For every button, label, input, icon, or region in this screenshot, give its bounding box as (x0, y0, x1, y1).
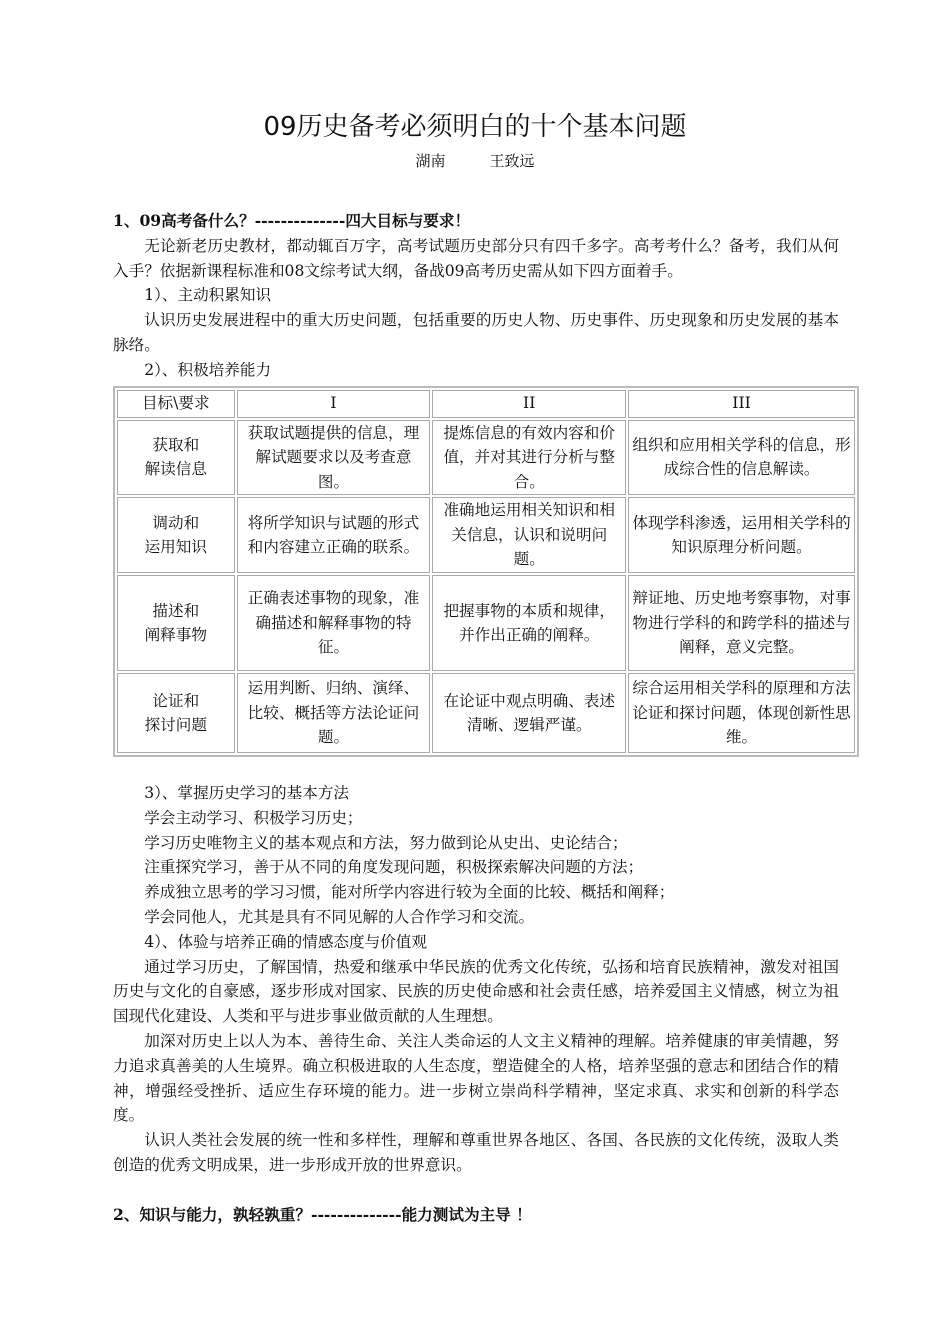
method-line: 养成独立思考的学习习惯，能对所学内容进行较为全面的比较、概括和阐释； (144, 883, 675, 902)
header-cell: III (628, 390, 855, 418)
table-row (117, 420, 855, 496)
values-paragraph: 通过学习历史，了解国情，热爱和继承中华民族的优秀文化传统，弘扬和培育民族精神，激发对祖国历史与文化的自豪感，逐步形成对国家、民族的历史使命感和社会责任感，培养爱国主义情感，树立为祖国现代化建设、人类和平与进步事业做贡献的人生理想。 (113, 957, 839, 1026)
method-line: 注重探究学习，善于从不同的角度发现问题，积极探索解决问题的方法； (144, 858, 644, 877)
table-row (117, 673, 855, 753)
author-name: 王致远 (489, 152, 535, 170)
level-3-cell: 综合运用相关学科的原理和方法论证和探讨问题，体现创新性思维。 (628, 673, 855, 753)
item-1-title: 1）、主动积累知识 (144, 286, 272, 305)
level-2-cell: 在论证中观点明确、表述清晰、逻辑严谨。 (432, 673, 626, 753)
table-row (117, 497, 855, 573)
level-1-cell: 将所学知识与试题的形式和内容建立正确的联系。 (237, 497, 431, 573)
values-paragraph: 加深对历史上以人为本、善待生命、关注人类命运的人文主义精神的理解。培养健康的审美情趣，努力追求真善美的人生境界。确立积极进取的人生态度，塑造健全的人格，培养坚强的意志和团结合作的精神，增强经受挫折、适应生存环境的能力。进一步树立崇尚科学精神，坚定求真、求实和创新的科学态度。 (113, 1032, 839, 1125)
level-3-cell: 辩证地、历史地考察事物，对事物进行学科的和跨学科的描述与阐释，意义完整。 (628, 575, 855, 671)
author-line (0, 150, 950, 171)
method-line: 学习历史唯物主义的基本观点和方法，努力做到论从史出、史论结合； (144, 833, 628, 852)
ability-table (113, 386, 859, 758)
method-line: 学会同他人，尤其是具有不同见解的人合作学习和交流。 (144, 908, 535, 927)
intro-paragraph: 无论新老历史教材，都动辄百万字，高考试题历史部分只有四千多字。高考考什么？备考，我们从何入手？依据新课程标准和08文综考试大纲，备战09高考历史需从如下四方面着手。 (113, 236, 839, 280)
level-3-cell: 体现学科渗透，运用相关学科的知识原理分析问题。 (628, 497, 855, 573)
method-line: 学会主动学习、积极学习历史； (144, 808, 363, 827)
item-3-title: 3）、掌握历史学习的基本方法 (144, 784, 350, 803)
header-cell: II (432, 390, 626, 418)
document-body (113, 209, 851, 1228)
author-region: 湖南 (415, 152, 446, 170)
level-1-cell: 获取试题提供的信息，理解试题要求以及考查意图。 (237, 420, 431, 496)
item-2-title: 2）、积极培养能力 (144, 360, 272, 379)
level-2-cell: 把握事物的本质和规律，并作出正确的阐释。 (432, 575, 626, 671)
goal-cell: 调动和 运用知识 (117, 497, 235, 573)
item-1-text: 认识历史发展进程中的重大历史问题，包括重要的历史人物、历史事件、历史现象和历史发展的基本脉络。 (113, 311, 839, 354)
level-2-cell: 提炼信息的有效内容和价值，并对其进行分析与整合。 (432, 420, 626, 496)
level-1-cell: 运用判断、归纳、演绎、比较、概括等方法论证问题。 (237, 673, 431, 753)
goal-cell: 获取和 解读信息 (117, 420, 235, 496)
document-title: 09历史备考必须明白的十个基本问题 (263, 112, 687, 142)
header-cell: I (237, 390, 431, 418)
level-3-cell: 组织和应用相关学科的信息，形成综合性的信息解读。 (628, 420, 855, 496)
table-header-row (117, 390, 855, 418)
level-2-cell: 准确地运用相关知识和相关信息，认识和说明问题。 (432, 497, 626, 573)
section-1-heading: 1、09高考备什么？--------------四大目标与要求！ (113, 211, 471, 230)
level-1-cell: 正确表述事物的现象，准确描述和解释事物的特征。 (237, 575, 431, 671)
section-2-heading: 2、知识与能力，孰轻孰重？--------------能力测试为主导 ！ (113, 1204, 532, 1224)
item-4-title: 4）、体验与培养正确的情感态度与价值观 (144, 932, 427, 951)
table-row (117, 575, 855, 671)
goal-cell: 描述和 阐释事物 (117, 575, 235, 671)
values-paragraph: 认识人类社会发展的统一性和多样性，理解和尊重世界各地区、各国、各民族的文化传统，汲取人类创造的优秀文明成果，进一步形成开放的世界意识。 (113, 1131, 839, 1175)
goal-cell: 论证和 探讨问题 (117, 673, 235, 753)
header-cell: 目标\要求 (117, 390, 235, 418)
